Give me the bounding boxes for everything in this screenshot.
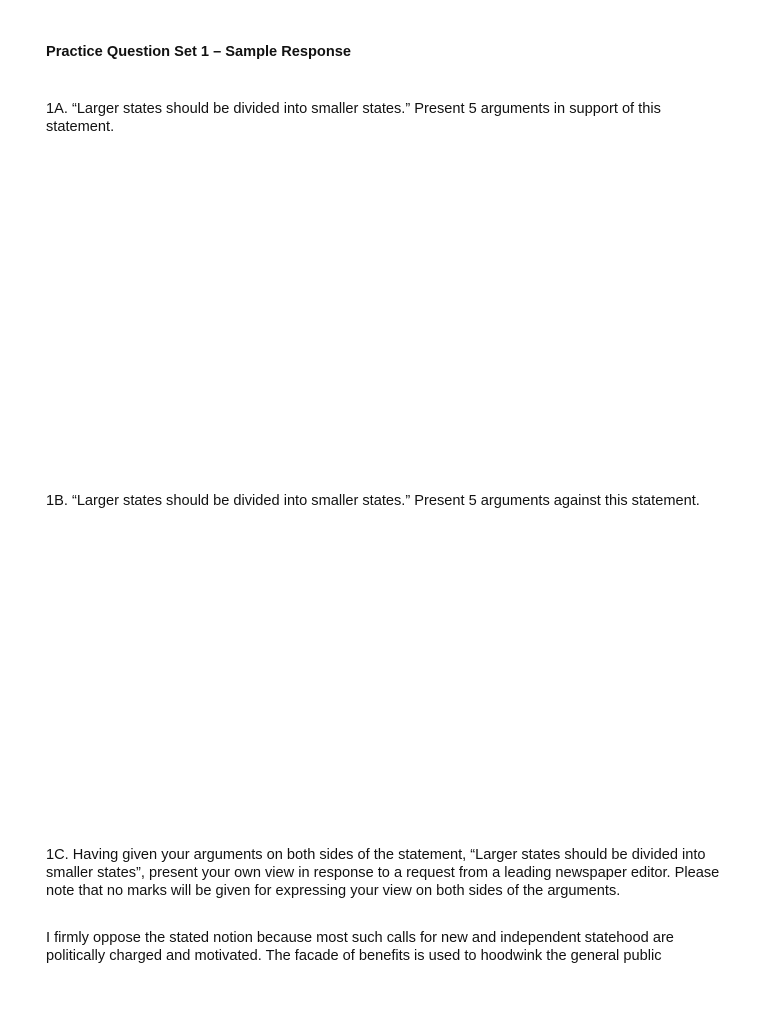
response-paragraph: I firmly oppose the stated notion because most such calls for new and independent statehood are politically charged and motivated. The facade of benefits is used to hoodwink the general public	[46, 930, 674, 964]
question-1c: 1C. Having given your arguments on both sides of the statement, “Larger states should be divided into smaller states”, present your own view in response to a request from a leading newspaper editor. Please note that no marks will be given for expressing your view on both sides of the arguments.	[46, 847, 720, 899]
question-1a: 1A. “Larger states should be divided into smaller states.” Present 5 arguments in support of this statement.	[46, 101, 661, 135]
question-1b: 1B. “Larger states should be divided into smaller states.” Present 5 arguments against this statement.	[46, 493, 700, 509]
page-title: Practice Question Set 1 – Sample Response	[46, 44, 351, 60]
